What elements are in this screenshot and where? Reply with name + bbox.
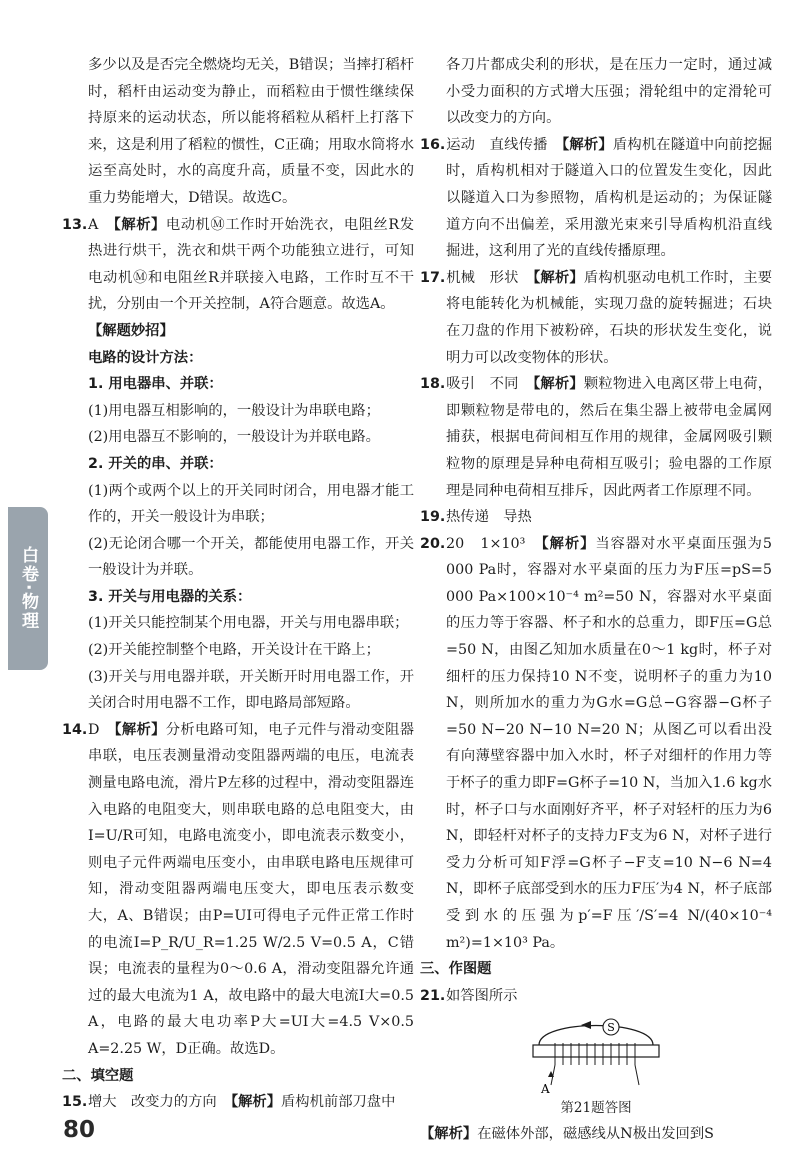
right-column [420,52,772,1148]
question-number: 20. [420,535,446,552]
para-text: (1)开关只能控制某个用电器，开关与用电器串联； [88,615,409,632]
label-a: A [541,1082,550,1097]
para-text: (2)无论闭合哪一个开关，都能使用电器工作，开关一般设计为并联。 [88,535,414,579]
question-number: 17. [420,269,446,286]
left-para [62,637,414,664]
right-para [420,265,772,371]
right-para [420,504,772,531]
field-arrow [581,1021,591,1029]
para-text: (1)用电器互相影响的，一般设计为串联电路； [88,402,380,419]
para-text: 盾构机驱动电机工作时，主要将电能转化为机械能，实现刀盘的旋转掘进；石块在刀盘的作用下被粉碎，石块的形状发生变化，说明力可以改变物体的形状。 [446,269,772,366]
left-column [62,52,414,1116]
question-number: 21. [420,987,446,1004]
para-text: 颗粒物进入电离区带上电荷，即颗粒物是带电的，然后在集尘器上被带电金属网捕获，根据电荷间相互作用的规律，金属网吸引颗粒物的原理是异种电荷相互吸引；验电器的工作原理是同种电荷相互排斥，因此两者工作原理不同。 [446,376,772,499]
left-para [62,212,414,318]
para-text: 电动机Ⓜ工作时开始洗衣，电阻丝R发热进行烘干，洗衣和烘干两个功能独立进行，可知电动机Ⓜ和电阻丝R并联接入电路，工作时互不干扰，分别由一个开关控制，A符合题意。故选A。 [88,216,414,313]
para-text: 各刀片都成尖利的形状，是在压力一定时，通过减小受力面积的方式增大压强；滑轮组中的定滑轮可以改变力的方向。 [446,57,772,127]
right-para [420,132,772,265]
question-number: 18. [420,376,446,393]
left-para [62,1063,414,1090]
analysis-tag: 【解析】 [562,136,613,153]
left-para [62,424,414,451]
analysis-tag: 【解析】 [113,216,166,233]
para-text: 1. 用电器串、并联： [88,376,223,393]
answer: 如答图所示 [446,987,532,1004]
para-text: 二、填空题 [62,1067,134,1084]
para-text: 【解题妙招】 [88,322,174,339]
question-number: 19. [420,509,446,526]
figure-21 [420,1015,772,1119]
question-number: 14. [62,721,88,738]
para-text: 当容器对水平桌面压强为5 000 Pa时，容器对水平桌面的压力为F压=pS=5 000 Pa×100×10⁻⁴ m²=50 N，容器对水平桌面的压力等于容器、杯子和水的总重力，即F压=G总=50 N，由图乙知加水质量在0～1 kg时，杯子对细杆的压力保持10 N不变，说明杯子的重力为10 N，则所加水的重力为G水=G总−G容器−G杯子=50 N−20 N−10 N=20 N；从图乙可以看出没有向薄壁容器中加入水时，杯子对细杆的作用力等于杯子的重力即F=G杯子=10 N，当加入1.6 kg水时，杯子口与水面刚好齐平，杯子对轻杆的压力为6 N，即轻杆对杯子的支持力F支为6 N，对杯子进行受力分析可知F浮=G杯子−F支=10 N−6 N=4 N，即杯子底部受到水的压力F压′为4 N，杯子底部受到水的压强为p′=F压′/S′=4 N/(40×10⁻⁴ m²)=1×10³ Pa。 [446,535,772,951]
left-para [62,52,414,212]
left-para [62,1089,414,1116]
para-text: 三、作图题 [420,961,492,978]
label-s: S [607,1021,615,1035]
page-number: 80 [63,1117,96,1143]
analysis-tag: 【解析】 [230,1094,282,1111]
right-para [420,983,772,1010]
right-para [420,371,772,504]
answer: 机械 形状 [446,269,534,286]
answer: D [88,721,115,738]
para-text: 多少以及是否完全燃烧均无关，B错误；当摔打稻杆时，稻杆由运动变为静止，而稻粒由于惯性继续保持原来的运动状态，所以能将稻粒从稻杆上打落下来，这是利用了稻粒的惯性，C正确；用取水筒将水运至高处时，水的高度升高，质量不变，因此水的重力势能增大，D错误。故选C。 [88,57,414,206]
analysis-tag: 【解析】 [420,1126,478,1143]
iron-core [533,1045,659,1057]
left-para [62,371,414,398]
para-text: (1)两个或两个以上的开关同时闭合，用电器才能工作的，开关一般设计为串联； [88,482,414,526]
analysis-tag: 【解析】 [533,269,584,286]
magnetic-field-line [539,1026,653,1046]
left-para [62,478,414,531]
para-text: 分析电路可知，电子元件与滑动变阻器串联，电压表测量滑动变阻器两端的电压，电流表测量电路电流，滑片P左移的过程中，滑动变阻器连入电路的电阻变大，则串联电路的总电阻变大，由I=U/R可知，电路电流变小，即电流表示数变小，则电子元件两端电压变小，由串联电路电压规律可知，滑动变阻器两端电压变大，即电压表示数变大，A、B错误；由P=UI可得电子元件正常工作时的电流I=P_R/U_R=1.25 W/2.5 V=0.5 A，C错误；电流表的量程为0～0.6 A，滑动变阻器允许通过的最大电流为1 A，故电路中的最大电流I大=0.5 A，电路的最大电功率P大=UI大=4.5 V×0.5 A=2.25 W，D正确。故选D。 [88,721,415,1057]
left-para [62,664,414,717]
right-para [420,1121,772,1148]
para-text: (2)用电器互不影响的，一般设计为并联电路。 [88,429,380,446]
right-para [420,531,772,957]
left-para [62,451,414,478]
question-number: 13. [62,216,88,233]
electromagnet-diagram [511,1015,681,1097]
para-text: 3. 开关与用电器的关系： [88,588,252,605]
figure-caption: 第21题答图 [560,1100,632,1117]
question-number: 15. [62,1094,88,1111]
analysis-tag: 【解析】 [533,376,584,393]
left-para [62,531,414,584]
para-text: (2)开关能控制整个电路，开关设计在干路上； [88,642,380,659]
answer: 运动 直线传播 [446,136,563,153]
para-text: 在磁体外部，磁感线从N极出发回到S [477,1126,714,1143]
answer: A [88,216,114,233]
analysis-tag: 【解析】 [114,721,166,738]
left-para [62,584,414,611]
para-text: 电路的设计方法： [88,349,203,366]
left-para [62,318,414,345]
para-text: 2. 开关的串、并联： [88,455,223,472]
answer: 20 1×10³ [446,535,542,552]
para-text: (3)开关与用电器并联，开关断开时用电器工作，开关闭合时用电器不工作，即电路局部短路。 [88,668,414,712]
para-text: 盾构机在隧道中向前挖掘时，盾构机相对于隧道入口的位置发生变化，因此以隧道入口为参照物，盾构机是运动的；为保证隧道方向不出偏差，采用激光束来引导盾构机沿直线掘进，这利用了光的直线传播原理。 [446,136,772,260]
question-number: 16. [420,136,446,153]
para-text: 盾构机前部刀盘中 [281,1094,396,1111]
side-tab: 白卷·物理 [8,507,48,670]
right-para [420,52,772,132]
left-para [62,398,414,425]
answer: 增大 改变力的方向 [88,1094,231,1111]
left-para [62,610,414,637]
answer: 吸引 不同 [446,376,534,393]
right-para [420,956,772,983]
left-para [62,345,414,372]
left-para [62,717,414,1063]
answer: 热传递 导热 [446,509,547,526]
analysis-tag: 【解析】 [541,535,596,552]
